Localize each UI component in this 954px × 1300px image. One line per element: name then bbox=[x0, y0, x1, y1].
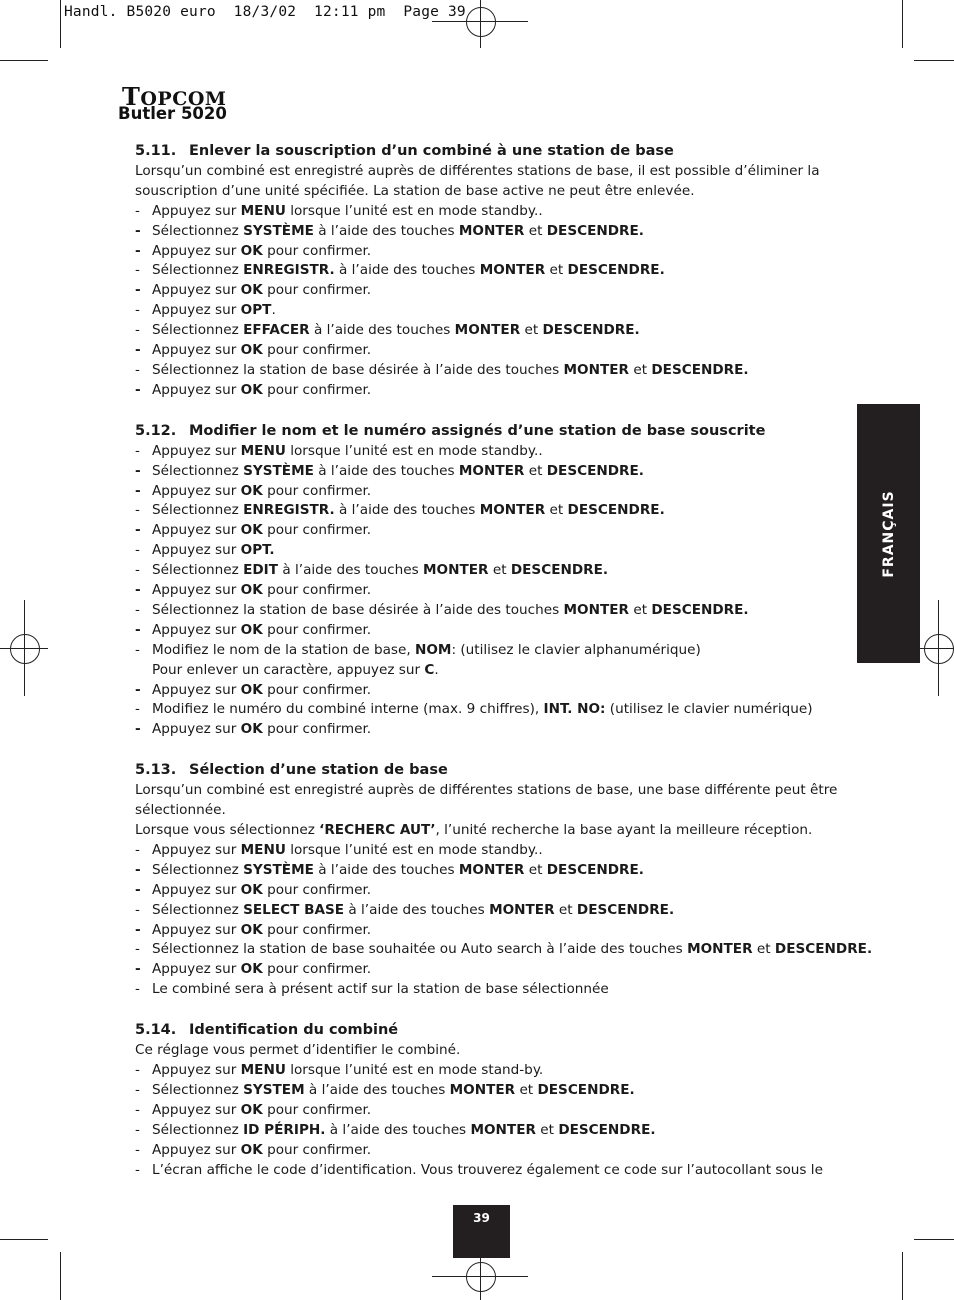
keyword: SELECT BASE bbox=[243, 901, 345, 918]
keyword: OK bbox=[240, 721, 263, 738]
keyword: MONTER bbox=[454, 322, 521, 339]
keyword: DESCENDRE. bbox=[546, 462, 644, 479]
keyword: NOM bbox=[415, 641, 452, 658]
bullet-dash: - bbox=[135, 442, 140, 459]
bullet-dash: - bbox=[135, 1121, 140, 1138]
text-segment: à l’aide des touches bbox=[344, 901, 490, 918]
keyword: MONTER bbox=[470, 1121, 536, 1138]
text-segment: à l’aide des touches bbox=[309, 322, 455, 339]
instruction-step bbox=[135, 720, 850, 740]
text-segment: pour confirmer. bbox=[262, 582, 372, 599]
keyword: C bbox=[424, 661, 435, 678]
section-heading bbox=[135, 1021, 850, 1041]
text-segment: et bbox=[524, 222, 547, 239]
bullet-dash: - bbox=[135, 641, 140, 658]
instruction-step bbox=[135, 980, 850, 1000]
instruction-step bbox=[135, 1141, 850, 1161]
topcom-logo: TOPCOM bbox=[122, 82, 227, 111]
text-segment: (utilisez le clavier numérique) bbox=[605, 701, 813, 718]
instruction-step bbox=[135, 921, 850, 941]
text-segment: à l’aide des touches bbox=[313, 462, 459, 479]
keyword: OK bbox=[240, 342, 263, 359]
text-segment: Appuyez sur bbox=[152, 242, 241, 259]
instruction-step bbox=[135, 901, 850, 921]
keyword: OK bbox=[240, 282, 263, 299]
keyword: OK bbox=[240, 921, 263, 938]
instruction-step bbox=[135, 261, 850, 281]
text-segment: . bbox=[434, 661, 439, 678]
text-segment: Sélectionnez bbox=[152, 262, 244, 279]
keyword: DESCENDRE. bbox=[567, 502, 665, 519]
text-segment: et bbox=[752, 941, 775, 958]
text-segment: Sélectionnez la station de base désirée à l’aide des touches bbox=[152, 601, 564, 618]
bullet-dash: - bbox=[135, 482, 141, 499]
text-segment: lorsque l’unité est en mode standby.. bbox=[285, 442, 543, 459]
instruction-step bbox=[135, 681, 850, 701]
keyword: MONTER bbox=[479, 262, 546, 279]
bullet-dash: - bbox=[135, 502, 140, 519]
instruction-step bbox=[135, 341, 850, 361]
text-segment: Appuyez sur bbox=[152, 961, 241, 978]
bullet-dash: - bbox=[135, 222, 141, 239]
bullet-dash: - bbox=[135, 921, 141, 938]
text-segment: Sélectionnez la station de base désirée à l’aide des touches bbox=[152, 361, 564, 378]
instruction-step bbox=[135, 301, 850, 321]
text-segment: Modifiez le nom de la station de base, bbox=[152, 641, 415, 658]
bullet-dash: - bbox=[135, 841, 140, 858]
instruction-step bbox=[135, 1121, 850, 1141]
keyword: OK bbox=[240, 881, 263, 898]
keyword: OK bbox=[240, 681, 263, 698]
instruction-step bbox=[135, 482, 850, 502]
text-segment: , l’unité recherche la base ayant la meilleure réception. bbox=[435, 822, 813, 838]
keyword: DESCENDRE. bbox=[537, 1081, 635, 1098]
text-segment: Appuyez sur bbox=[152, 342, 241, 359]
keyword: DESCENDRE. bbox=[651, 601, 749, 618]
intro-text: souscription d’une unité spécifiée. La station de base active ne peut être enlevée. bbox=[135, 182, 695, 199]
text-segment: et bbox=[515, 1081, 538, 1098]
text-segment: Appuyez sur bbox=[152, 202, 241, 219]
instruction-step bbox=[135, 621, 850, 641]
text-segment: à l’aide des touches bbox=[313, 222, 459, 239]
text-segment: lorsque l’unité est en mode standby.. bbox=[285, 841, 543, 858]
section-title: Enlever la souscription d’un combiné à une station de base bbox=[189, 143, 674, 159]
text-segment: à l’aide des touches bbox=[304, 1081, 450, 1098]
instruction-step bbox=[135, 541, 850, 561]
text-segment: pour confirmer. bbox=[262, 721, 372, 738]
keyword: INT. NO: bbox=[543, 701, 606, 718]
keyword: DESCENDRE. bbox=[567, 262, 665, 279]
instruction-step bbox=[135, 561, 850, 581]
text-segment: Sélectionnez bbox=[152, 222, 244, 239]
bullet-dash: - bbox=[135, 542, 140, 559]
text-segment: pour confirmer. bbox=[262, 522, 372, 539]
instruction-step bbox=[135, 222, 850, 242]
instruction-step bbox=[135, 442, 850, 462]
keyword: DESCENDRE. bbox=[774, 941, 873, 958]
text-segment: à l’aide des touches bbox=[278, 562, 424, 579]
bullet-dash: - bbox=[135, 242, 141, 259]
bullet-dash: - bbox=[135, 1141, 140, 1158]
text-segment: L’écran affiche le code d’identification. Vous trouverez également ce code sur l’autocollant sous le bbox=[152, 1161, 823, 1178]
language-tab bbox=[857, 404, 920, 663]
keyword: ENREGISTR. bbox=[243, 262, 335, 279]
instruction-step bbox=[135, 861, 850, 881]
print-header: Handl. B5020 euro 18/3/02 12:11 pm Page 39 bbox=[64, 4, 466, 20]
keyword: EDIT bbox=[243, 562, 278, 579]
text-segment: Appuyez sur bbox=[152, 1141, 241, 1158]
text-segment: pour confirmer. bbox=[262, 921, 372, 938]
instruction-step bbox=[135, 381, 850, 401]
text-segment: Sélectionnez bbox=[152, 1121, 244, 1138]
text-segment: Appuyez sur bbox=[152, 681, 241, 698]
bullet-dash: - bbox=[135, 1061, 140, 1078]
bullet-dash: - bbox=[135, 302, 140, 319]
instruction-step bbox=[135, 601, 850, 621]
keyword: ‘RECHERC AUT’ bbox=[319, 822, 436, 838]
keyword: ENREGISTR. bbox=[243, 502, 335, 519]
text-segment: Appuyez sur bbox=[152, 721, 241, 738]
manual-content bbox=[135, 142, 873, 1201]
keyword: MONTER bbox=[687, 941, 753, 958]
text-segment: pour confirmer. bbox=[262, 881, 372, 898]
bullet-dash: - bbox=[135, 1161, 140, 1178]
text-segment: pour confirmer. bbox=[262, 342, 372, 359]
text-segment: Appuyez sur bbox=[152, 881, 241, 898]
page-number-box bbox=[453, 1205, 510, 1258]
instruction-step bbox=[135, 1081, 850, 1101]
text-segment: et bbox=[520, 322, 543, 339]
text-segment: Appuyez sur bbox=[152, 442, 241, 459]
text-segment: à l’aide des touches bbox=[325, 1121, 471, 1138]
bullet-dash: - bbox=[135, 941, 140, 958]
text-segment: et bbox=[488, 562, 511, 579]
section-title: Modifier le nom et le numéro assignés d’une station de base souscrite bbox=[189, 422, 766, 439]
instruction-step bbox=[135, 521, 850, 541]
text-segment: pour confirmer. bbox=[262, 1141, 372, 1158]
section-number: 5.13. bbox=[135, 762, 177, 779]
section-number: 5.14. bbox=[135, 1022, 177, 1039]
instruction-step bbox=[135, 242, 850, 262]
keyword: MENU bbox=[240, 442, 286, 459]
bullet-dash: - bbox=[135, 981, 140, 998]
language-tab-label: FRANÇAIS bbox=[880, 489, 897, 578]
keyword: OK bbox=[240, 582, 263, 599]
text-segment: Lorsque vous sélectionnez bbox=[135, 822, 320, 838]
section-number: 5.11. bbox=[135, 143, 177, 159]
bullet-dash: - bbox=[135, 1081, 140, 1098]
text-segment: pour confirmer. bbox=[262, 482, 372, 499]
keyword: OK bbox=[240, 482, 263, 499]
keyword: OK bbox=[240, 242, 263, 259]
text-segment: . bbox=[271, 302, 276, 319]
page-number: 39 bbox=[473, 1211, 490, 1225]
text-segment: Appuyez sur bbox=[152, 1061, 241, 1078]
keyword: DESCENDRE. bbox=[558, 1121, 656, 1138]
text-segment: et bbox=[524, 861, 547, 878]
intro-text: Lorsqu’un combiné est enregistré auprès de différentes stations de base, une base différente peut être bbox=[135, 782, 838, 799]
bullet-dash: - bbox=[135, 582, 141, 599]
text-segment: Sélectionnez bbox=[152, 502, 244, 519]
section-5-11 bbox=[135, 142, 850, 401]
bullet-dash: - bbox=[135, 381, 141, 398]
bullet-dash: - bbox=[135, 901, 140, 918]
text-segment: Le combiné sera à présent actif sur la station de base sélectionnée bbox=[152, 981, 609, 998]
instruction-step bbox=[135, 881, 850, 901]
text-segment: Appuyez sur bbox=[152, 482, 241, 499]
keyword: DESCENDRE. bbox=[546, 861, 644, 878]
instruction-step bbox=[135, 501, 850, 521]
section-title: Sélection d’une station de base bbox=[189, 762, 448, 779]
keyword: MONTER bbox=[563, 361, 630, 378]
text-segment: Sélectionnez bbox=[152, 901, 244, 918]
text-segment: Appuyez sur bbox=[152, 841, 241, 858]
bullet-dash: - bbox=[135, 1101, 140, 1118]
text-segment: à l’aide des touches bbox=[334, 502, 480, 519]
text-segment: Pour enlever un caractère, appuyez sur bbox=[152, 661, 425, 678]
section-title: Identification du combiné bbox=[189, 1022, 399, 1039]
text-segment: Sélectionnez bbox=[152, 861, 244, 878]
bullet-dash: - bbox=[135, 462, 141, 479]
bullet-dash: - bbox=[135, 262, 140, 279]
instruction-step bbox=[135, 700, 850, 720]
text-segment: Sélectionnez bbox=[152, 562, 244, 579]
text-segment: à l’aide des touches bbox=[334, 262, 480, 279]
text-segment: lorsque l’unité est en mode standby.. bbox=[285, 202, 543, 219]
text-segment: pour confirmer. bbox=[262, 242, 372, 259]
section-number: 5.12. bbox=[135, 422, 177, 439]
text-segment: à l’aide des touches bbox=[313, 861, 459, 878]
instruction-step bbox=[135, 1061, 850, 1081]
keyword: MONTER bbox=[489, 901, 555, 918]
keyword: MONTER bbox=[449, 1081, 516, 1098]
keyword: OPT. bbox=[240, 542, 275, 559]
keyword: DESCENDRE. bbox=[542, 322, 640, 339]
text-segment: : (utilisez le clavier alphanumérique) bbox=[451, 641, 701, 658]
instruction-step bbox=[135, 960, 850, 980]
text-segment: et bbox=[554, 901, 577, 918]
keyword: DESCENDRE. bbox=[576, 901, 675, 918]
instruction-continuation bbox=[135, 661, 850, 681]
instruction-step bbox=[135, 940, 873, 960]
keyword: MONTER bbox=[458, 462, 525, 479]
keyword: DESCENDRE. bbox=[651, 361, 749, 378]
text-segment: pour confirmer. bbox=[262, 681, 372, 698]
text-segment: pour confirmer. bbox=[262, 282, 372, 299]
bullet-dash: - bbox=[135, 562, 140, 579]
bullet-dash: - bbox=[135, 701, 140, 718]
bullet-dash: - bbox=[135, 681, 141, 698]
text-segment: Sélectionnez bbox=[152, 462, 244, 479]
text-segment: et bbox=[629, 361, 652, 378]
keyword: MENU bbox=[240, 202, 286, 219]
text-segment: pour confirmer. bbox=[262, 621, 372, 638]
text-segment: et bbox=[545, 502, 568, 519]
instruction-step bbox=[135, 321, 850, 341]
instruction-step bbox=[135, 641, 850, 661]
intro-text: Lorsqu’un combiné est enregistré auprès de différentes stations de base, il est possible d’éliminer la bbox=[135, 162, 820, 179]
keyword: EFFACER bbox=[243, 322, 310, 339]
text-segment: Appuyez sur bbox=[152, 921, 241, 938]
keyword: MONTER bbox=[423, 562, 489, 579]
text-segment: pour confirmer. bbox=[262, 1101, 372, 1118]
text-segment: et bbox=[524, 462, 547, 479]
bullet-dash: - bbox=[135, 522, 141, 539]
bullet-dash: - bbox=[135, 601, 140, 618]
text-segment: Sélectionnez la station de base souhaitée ou Auto search à l’aide des touches bbox=[152, 941, 688, 958]
keyword: OK bbox=[240, 621, 263, 638]
text-segment: Appuyez sur bbox=[152, 582, 241, 599]
text-segment: et bbox=[629, 601, 652, 618]
bullet-dash: - bbox=[135, 721, 141, 738]
intro-text bbox=[135, 821, 850, 841]
bullet-dash: - bbox=[135, 621, 141, 638]
keyword: MONTER bbox=[458, 861, 525, 878]
bullet-dash: - bbox=[135, 282, 141, 299]
keyword: DESCENDRE. bbox=[510, 562, 609, 579]
section-heading bbox=[135, 761, 850, 781]
section-5-12 bbox=[135, 422, 850, 741]
instruction-step bbox=[135, 281, 850, 301]
text-segment: Appuyez sur bbox=[152, 542, 241, 559]
keyword: SYSTÈME bbox=[243, 462, 314, 479]
text-segment: Modifiez le numéro du combiné interne (max. 9 chiffres), bbox=[152, 701, 544, 718]
text-segment: et bbox=[535, 1121, 559, 1138]
text-segment: Appuyez sur bbox=[152, 282, 241, 299]
text-segment: pour confirmer. bbox=[262, 961, 372, 978]
keyword: ID PÉRIPH. bbox=[243, 1121, 326, 1138]
bullet-dash: - bbox=[135, 861, 141, 878]
text-segment: Appuyez sur bbox=[152, 522, 241, 539]
model-name: Butler 5020 bbox=[118, 104, 227, 123]
keyword: SYSTEM bbox=[243, 1081, 305, 1098]
bullet-dash: - bbox=[135, 961, 141, 978]
keyword: OK bbox=[240, 1141, 263, 1158]
section-heading bbox=[135, 422, 850, 442]
text-segment: Sélectionnez bbox=[152, 1081, 244, 1098]
text-segment: Appuyez sur bbox=[152, 381, 241, 398]
text-segment: Appuyez sur bbox=[152, 621, 241, 638]
text-segment: Appuyez sur bbox=[152, 302, 241, 319]
keyword: SYSTÈME bbox=[243, 861, 314, 878]
text-segment: lorsque l’unité est en mode stand-by. bbox=[285, 1061, 544, 1078]
keyword: OK bbox=[240, 522, 263, 539]
bullet-dash: - bbox=[135, 361, 140, 378]
section-5-13 bbox=[135, 761, 873, 1000]
keyword: DESCENDRE. bbox=[546, 222, 644, 239]
section-heading bbox=[135, 142, 850, 162]
bullet-dash: - bbox=[135, 322, 140, 339]
instruction-step bbox=[135, 361, 850, 381]
text-segment: et bbox=[545, 262, 568, 279]
instruction-step bbox=[135, 581, 850, 601]
keyword: MENU bbox=[240, 841, 286, 858]
keyword: OK bbox=[240, 1101, 263, 1118]
intro-text: Ce réglage vous permet d’identifier le combiné. bbox=[135, 1042, 461, 1059]
keyword: OPT bbox=[240, 302, 272, 319]
text-segment: Sélectionnez bbox=[152, 322, 244, 339]
bullet-dash: - bbox=[135, 202, 140, 219]
instruction-step bbox=[135, 841, 850, 861]
keyword: OK bbox=[240, 381, 263, 398]
bullet-dash: - bbox=[135, 881, 141, 898]
intro-text: sélectionnée. bbox=[135, 802, 226, 819]
text-segment: pour confirmer. bbox=[262, 381, 372, 398]
keyword: MONTER bbox=[563, 601, 630, 618]
keyword: OK bbox=[240, 961, 263, 978]
instruction-step bbox=[135, 202, 850, 222]
bullet-dash: - bbox=[135, 342, 141, 359]
instruction-step bbox=[135, 462, 850, 482]
keyword: SYSTÈME bbox=[243, 222, 314, 239]
section-5-14 bbox=[135, 1021, 850, 1180]
text-segment: Appuyez sur bbox=[152, 1101, 241, 1118]
keyword: MONTER bbox=[479, 502, 546, 519]
keyword: MONTER bbox=[458, 222, 525, 239]
instruction-step bbox=[135, 1161, 850, 1181]
instruction-step bbox=[135, 1101, 850, 1121]
keyword: MENU bbox=[240, 1061, 286, 1078]
